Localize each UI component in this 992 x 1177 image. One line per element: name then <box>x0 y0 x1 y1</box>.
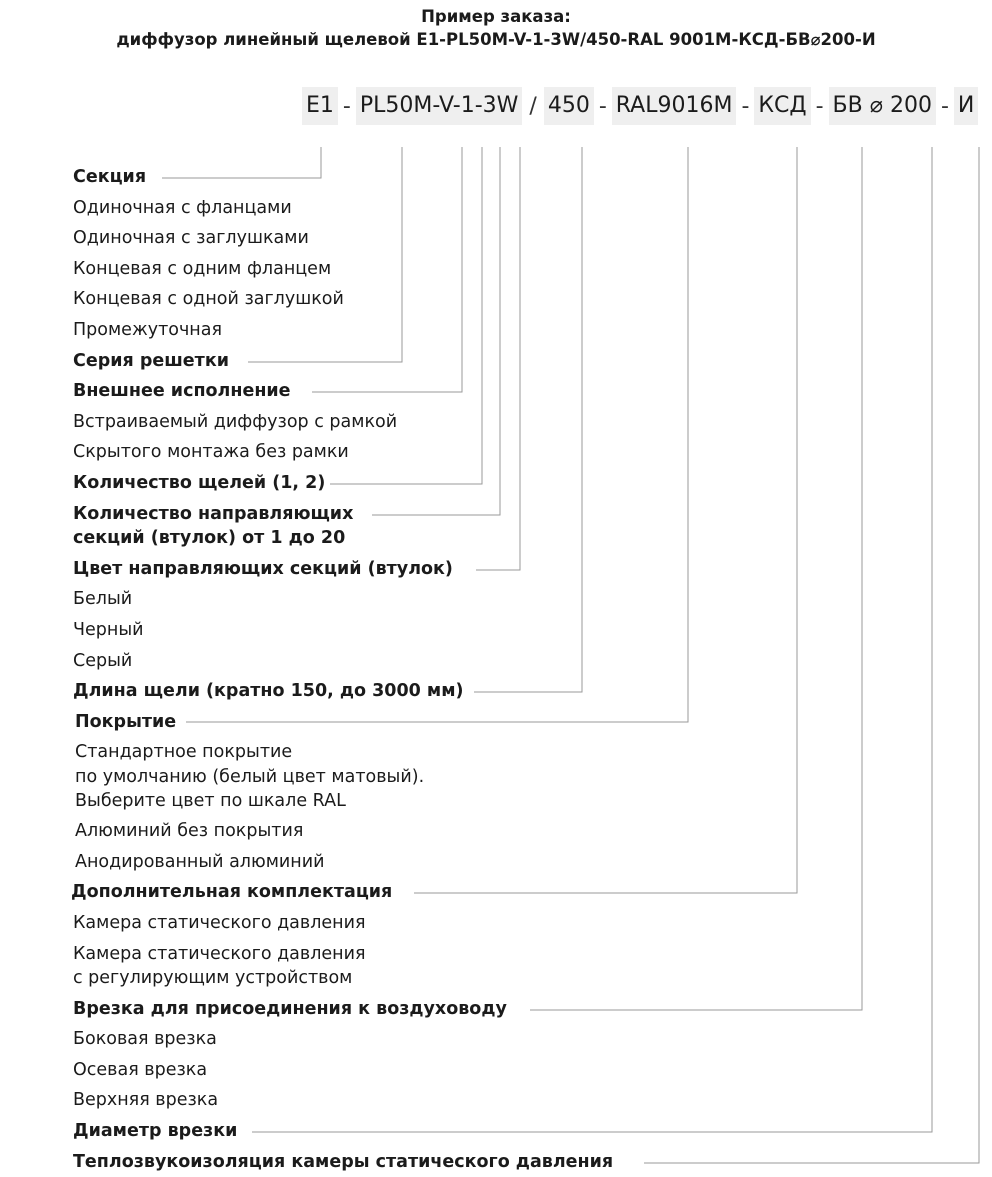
option-description: Встраиваемый диффузор с рамкой <box>73 412 398 432</box>
option-description: Промежуточная <box>73 320 222 340</box>
option-description: Алюминий без покрытия <box>75 821 304 841</box>
code-segment-insulation: И <box>954 87 978 125</box>
option-description: Диаметр врезки <box>73 1121 238 1141</box>
option-description: по умолчанию (белый цвет матовый). <box>75 767 425 787</box>
leader-line-sections-color <box>476 147 520 570</box>
option-description: секций (втулок) от 1 до 20 <box>73 528 346 548</box>
code-separator: - <box>598 93 607 119</box>
option-description: Покрытие <box>75 712 177 732</box>
code-segment-connection: БВ ⌀ 200 <box>829 87 936 125</box>
option-description: Скрытого монтажа без рамки <box>73 442 349 462</box>
option-description: Боковая врезка <box>73 1029 217 1049</box>
leader-line-plenum <box>414 147 797 893</box>
leader-line-sections-count <box>372 147 500 515</box>
option-description: Теплозвукоизоляция камеры статического давления <box>73 1152 614 1172</box>
option-description: Длина щели (кратно 150, до 3000 мм) <box>73 681 464 701</box>
code-separator: - <box>815 93 824 119</box>
leader-line-length <box>474 147 582 692</box>
code-separator: - <box>940 93 949 119</box>
code-segment-section: E1 <box>302 87 338 125</box>
title-line-1: Пример заказа: <box>421 7 571 26</box>
option-description: Врезка для присоединения к воздуховоду <box>73 999 507 1019</box>
option-description: Белый <box>73 589 133 609</box>
code-segment-series: PL50M-V-1-3W <box>356 87 523 125</box>
leader-line-execution <box>312 147 462 392</box>
option-description: Анодированный алюминий <box>75 852 325 872</box>
option-description: Количество направляющих <box>73 504 354 524</box>
option-description: Серия решетки <box>73 351 229 371</box>
option-description: Стандартное покрытие <box>75 742 293 762</box>
option-description: Дополнительная комплектация <box>71 882 393 902</box>
option-description: Одиночная с фланцами <box>73 198 292 218</box>
title-line-2: диффузор линейный щелевой E1-PL50M-V-1-3W/450-RAL 9001M-КСД-БВ⌀200-И <box>116 30 876 49</box>
option-description: Выберите цвет по шкале RAL <box>75 791 346 811</box>
option-description: Внешнее исполнение <box>73 381 291 401</box>
option-description: Концевая с одной заглушкой <box>73 289 344 309</box>
option-description: Камера статического давления <box>73 944 366 964</box>
option-description: с регулирующим устройством <box>73 968 353 988</box>
leader-line-series <box>248 147 402 362</box>
code-segment-plenum: КСД <box>754 87 810 125</box>
option-description: Осевая врезка <box>73 1060 208 1080</box>
option-description: Верхняя врезка <box>73 1090 219 1110</box>
option-description: Камера статического давления <box>73 913 366 933</box>
option-description: Цвет направляющих секций (втулок) <box>73 559 453 579</box>
code-separator: - <box>741 93 750 119</box>
option-description: Количество щелей (1, 2) <box>73 473 326 493</box>
leader-line-insulation <box>644 147 979 1163</box>
option-description: Черный <box>73 620 144 640</box>
option-description: Концевая с одним фланцем <box>73 259 332 279</box>
leader-line-connection <box>530 147 862 1010</box>
code-separator: / <box>529 93 537 119</box>
code-separator: - <box>342 93 351 119</box>
option-description: Одиночная с заглушками <box>73 228 309 248</box>
leader-line-diameter <box>252 147 932 1132</box>
leader-line-section <box>162 147 321 178</box>
option-description: Серый <box>73 651 133 671</box>
option-description: Секция <box>73 167 147 187</box>
code-segment-coating: RAL9016M <box>612 87 737 125</box>
code-segment-length: 450 <box>544 87 594 125</box>
